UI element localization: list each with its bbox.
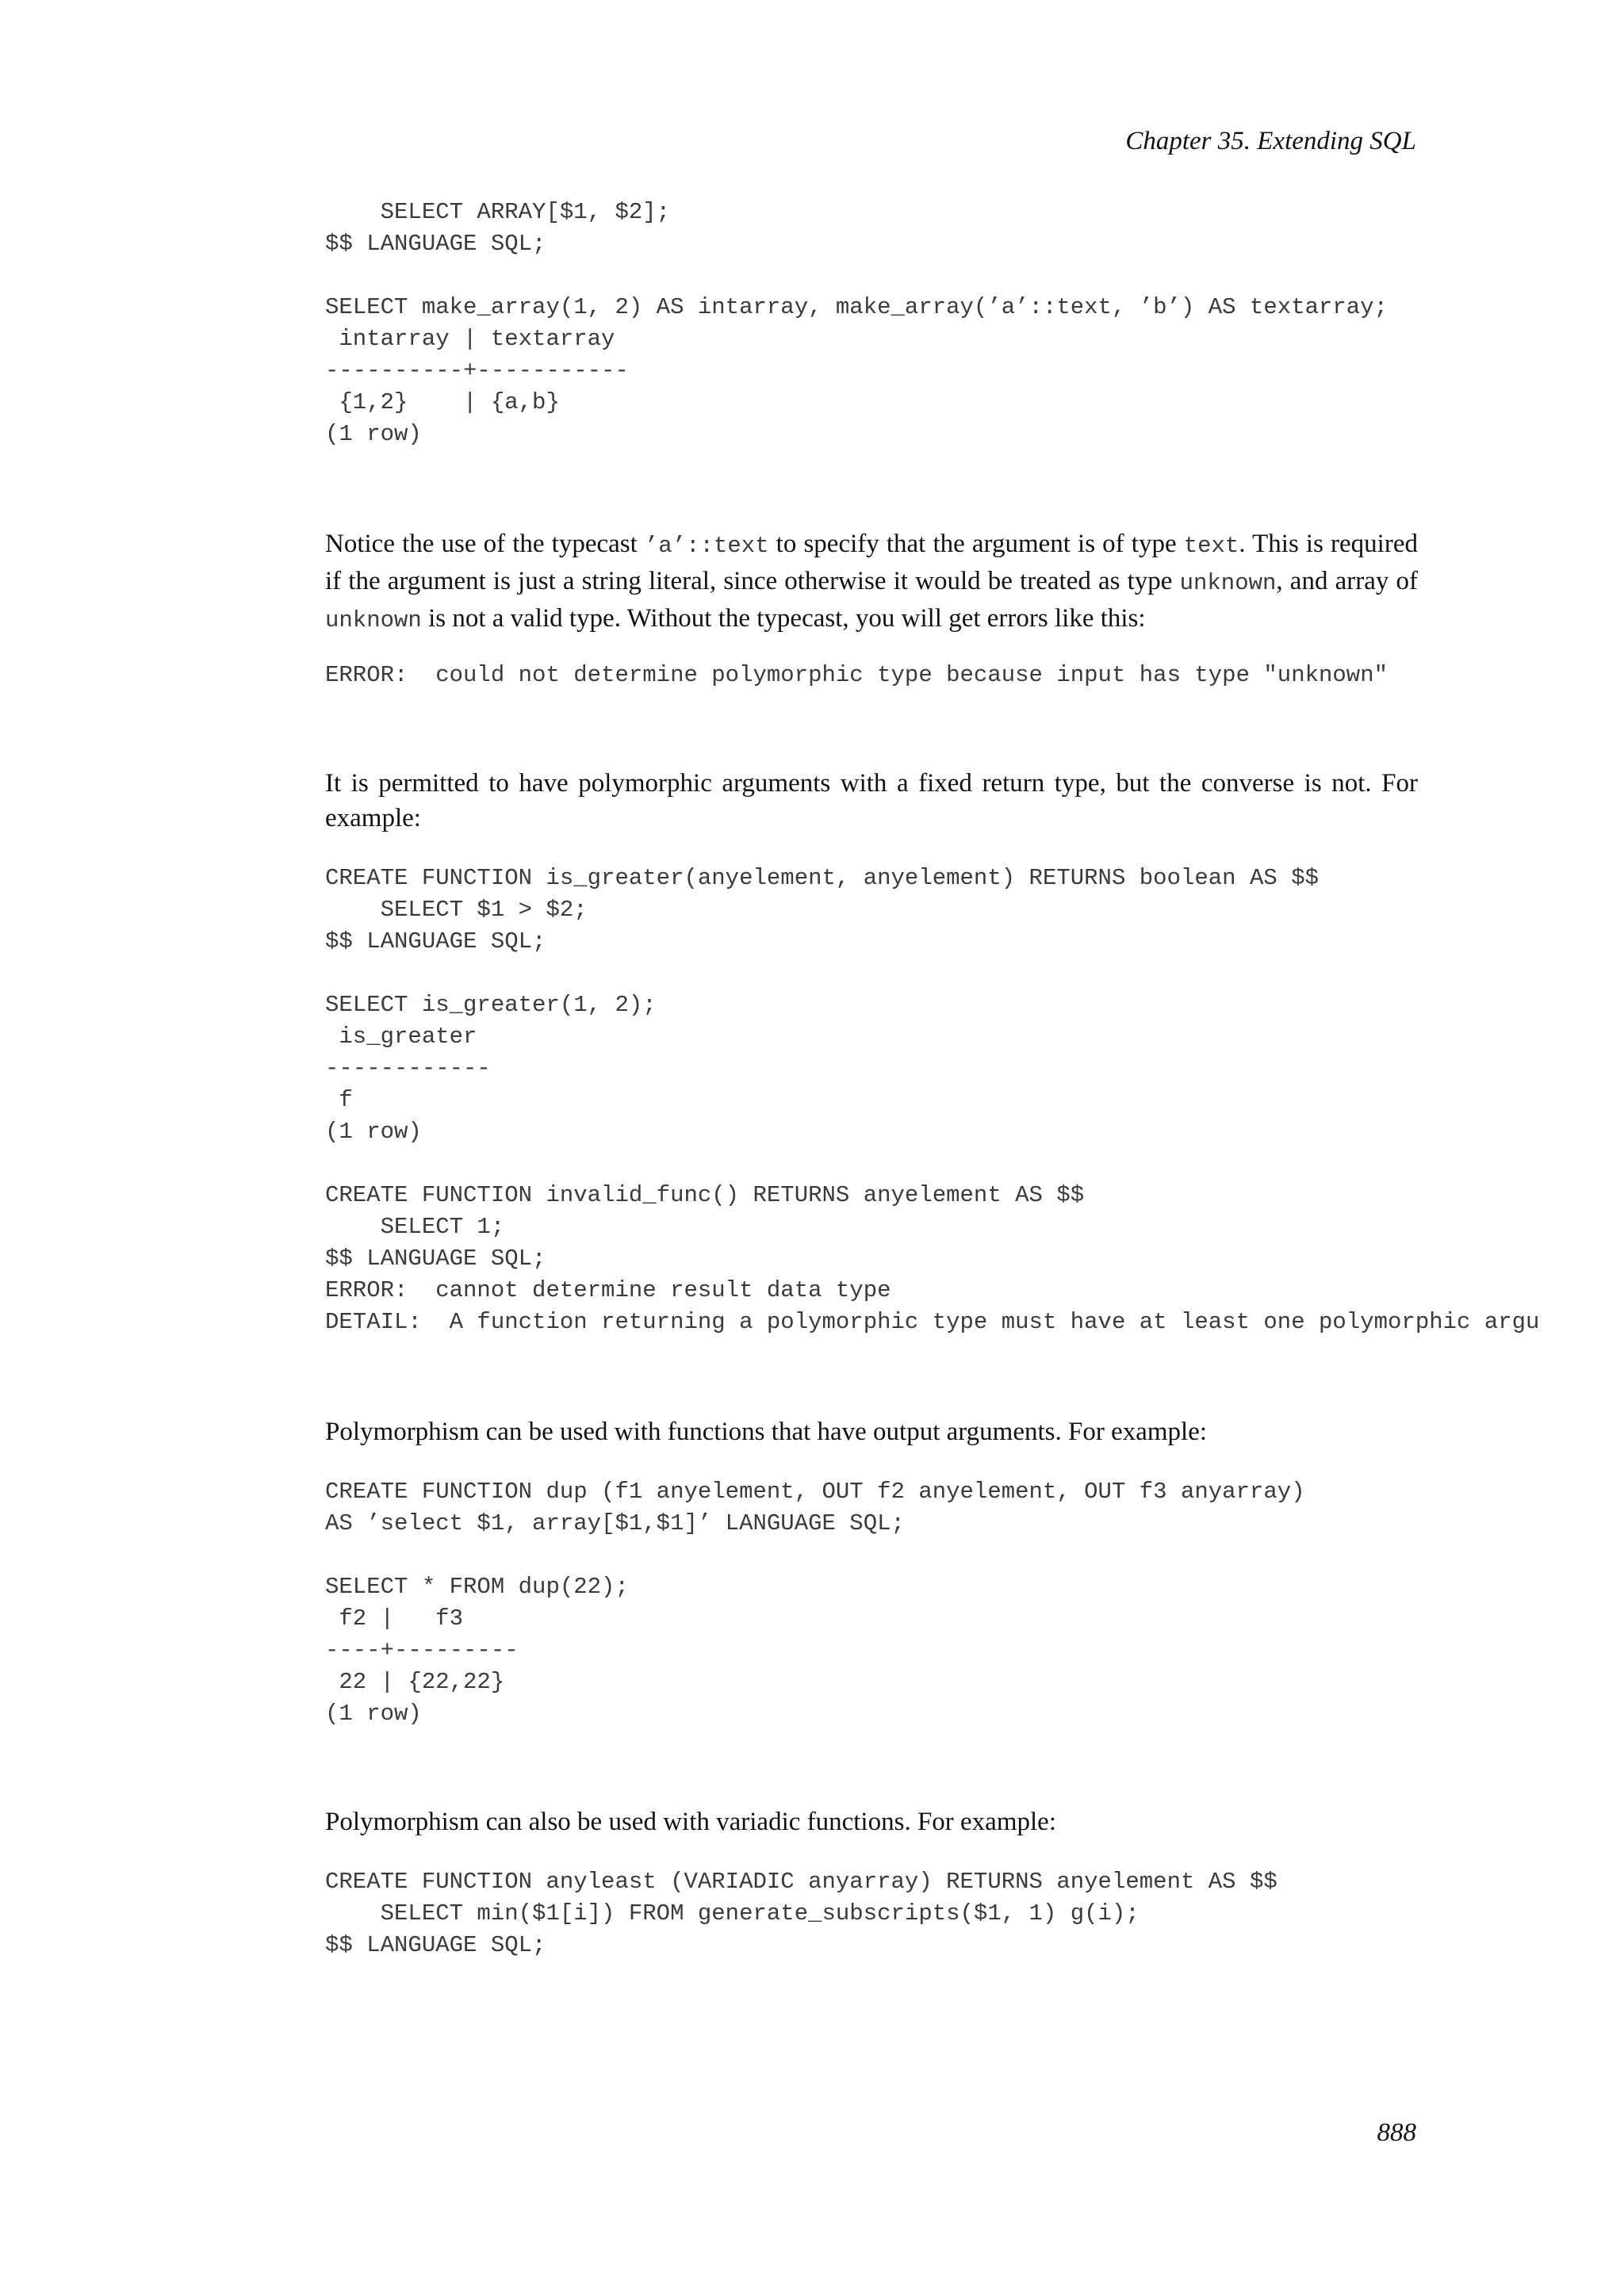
code-block-unknown-error: ERROR: could not determine polymorphic type because input has type "unknown"	[325, 662, 1388, 688]
paragraph-text: . This is required if the argument is just a string literal, since otherwise it would be treated as type	[325, 530, 1418, 595]
inline-code: ’a’::text	[644, 533, 769, 559]
paragraph-variadic-note: Polymorphism can also be used with variadic functions. For example:	[325, 1808, 1056, 1836]
paragraph-text: is not a valid type. Without the typecast, you will get errors like this:	[421, 604, 1146, 633]
paragraph-typecast-note	[325, 526, 1418, 638]
paragraph-text: to specify that the argument is of type	[768, 530, 1184, 558]
paragraph-text: , and array of	[1276, 567, 1418, 595]
inline-code: unknown	[1179, 570, 1277, 596]
paragraph-fixed-return-note: It is permitted to have polymorphic arguments with a fixed return type, but the converse is not. For example:	[325, 769, 1418, 832]
inline-code: unknown	[325, 607, 422, 633]
code-block-anyleast: CREATE FUNCTION anyleast (VARIADIC anyarray) RETURNS anyelement AS $$ SELECT min($1[i]) FROM generate_subscripts($1, 1) g(i); $$ LANGUAGE SQL;	[325, 1869, 1277, 1958]
code-block-dup: CREATE FUNCTION dup (f1 anyelement, OUT f2 anyelement, OUT f3 anyarray) AS ’select $1, array[$1,$1]’ LANGUAGE SQL; SELECT * FROM dup(22); f2 | f3 ----+--------- 22 | {22,22} (1 row)	[325, 1479, 1305, 1727]
page-number: 888	[1377, 2118, 1416, 2147]
inline-code: text	[1183, 533, 1239, 559]
chapter-header: Chapter 35. Extending SQL	[1125, 127, 1416, 155]
paragraph-output-args-note: Polymorphism can be used with functions that have output arguments. For example:	[325, 1418, 1208, 1446]
paragraph-text: Notice the use of the typecast	[325, 530, 645, 558]
code-block-make-array: SELECT ARRAY[$1, $2]; $$ LANGUAGE SQL; SELECT make_array(1, 2) AS intarray, make_array(’a’::text, ’b’) AS textarray; intarray | textarray ----------+----------- {1,2} | {a,b} (1 row)	[325, 199, 1388, 447]
code-block-is-greater: CREATE FUNCTION is_greater(anyelement, anyelement) RETURNS boolean AS $$ SELECT $1 > $2; $$ LANGUAGE SQL; SELECT is_greater(1, 2); is_greater ------------ f (1 row) CREATE FUNCTION invalid_func() RETURNS anyelement AS $$ SELECT 1; $$ LANGUAGE SQL; ERROR: cannot determine result data type DETAIL: A function returning a polymorphic type must have at least one polymorphic argu	[325, 865, 1540, 1335]
